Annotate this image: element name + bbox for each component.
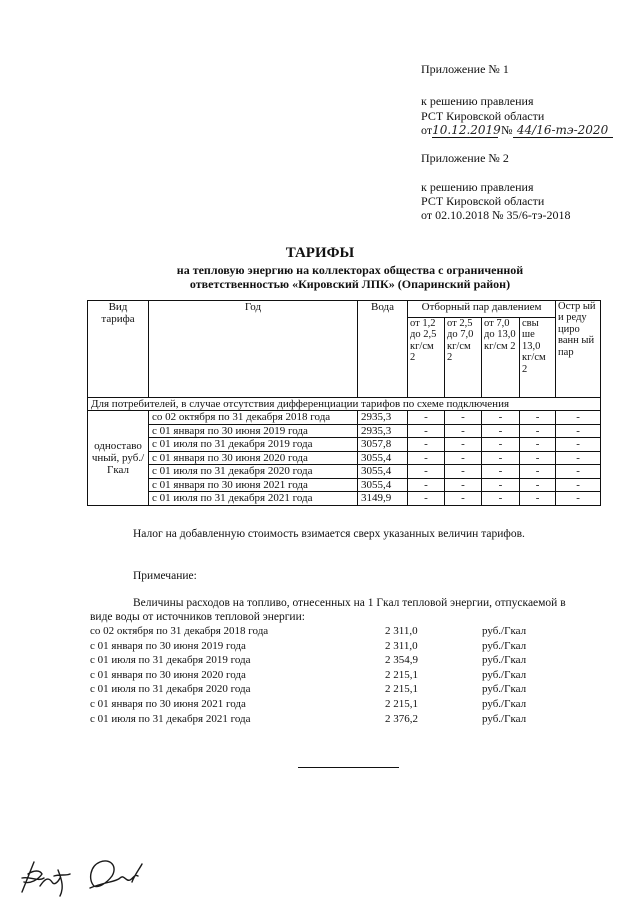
list-item-unit: руб./Гкал xyxy=(482,683,527,696)
row-sharp-steam: - xyxy=(556,478,601,492)
row-period: с 01 июля по 31 декабря 2021 года xyxy=(149,492,358,506)
list-item-value: 2 215,1 xyxy=(385,668,418,681)
row-water: 3055,4 xyxy=(358,465,408,479)
fuel-cost-periods xyxy=(90,624,268,726)
row-period: с 01 января по 30 июня 2020 года xyxy=(149,451,358,465)
row-period: с 01 января по 30 июня 2021 года xyxy=(149,478,358,492)
row-steam-3: - xyxy=(482,478,520,492)
row-steam-3: - xyxy=(482,465,520,479)
row-steam-1: - xyxy=(408,451,445,465)
row-steam-3: - xyxy=(482,492,520,506)
row-steam-2: - xyxy=(445,478,482,492)
fuel-cost-values xyxy=(385,624,418,726)
list-item-value: 2 376,2 xyxy=(385,712,418,725)
list-item-value: 2 215,1 xyxy=(385,697,418,710)
table-row xyxy=(88,465,601,479)
list-item-period: с 01 июля по 31 декабря 2021 года xyxy=(90,712,251,725)
tariff-table xyxy=(87,300,601,506)
table-row xyxy=(88,424,601,438)
table-row xyxy=(88,492,601,506)
list-item-unit: руб./Гкал xyxy=(482,668,527,681)
row-sharp-steam: - xyxy=(556,411,601,425)
table-row xyxy=(88,411,601,425)
appendix-1-line-2: РСТ Кировской области xyxy=(421,109,545,123)
vat-note: Налог на добавленную стоимость взимается сверх указанных величин тарифов. xyxy=(133,528,525,540)
list-item-period: с 01 января по 30 июня 2020 года xyxy=(90,668,246,681)
row-steam-3: - xyxy=(482,451,520,465)
row-period: со 02 октября по 31 декабря 2018 года xyxy=(149,411,358,425)
row-steam-3: - xyxy=(482,424,520,438)
row-sharp-steam: - xyxy=(556,492,601,506)
row-sharp-steam: - xyxy=(556,424,601,438)
document-title: ТАРИФЫ xyxy=(285,245,355,261)
row-steam-2: - xyxy=(445,492,482,506)
row-sharp-steam: - xyxy=(556,465,601,479)
row-steam-4: - xyxy=(520,465,556,479)
fuel-cost-units xyxy=(482,624,526,726)
row-steam-4: - xyxy=(520,424,556,438)
date-prefix: от xyxy=(421,123,433,137)
row-sharp-steam: - xyxy=(556,451,601,465)
appendix-1-line-1: к решению правления xyxy=(421,94,534,108)
handwritten-date: 10.12.2019 xyxy=(432,123,501,137)
row-period: с 01 января по 30 июня 2019 года xyxy=(149,424,358,438)
row-period: с 01 июля по 31 декабря 2019 года xyxy=(149,438,358,452)
list-item-value: 2 311,0 xyxy=(385,639,418,652)
row-steam-3: - xyxy=(482,411,520,425)
note-title: Примечание: xyxy=(133,570,197,582)
note-text-1: Величины расходов на топливо, отнесенных на 1 Гкал тепловой энергии, отпускаемой в xyxy=(133,597,566,609)
list-item-unit: руб./Гкал xyxy=(482,654,527,667)
table-row xyxy=(88,478,601,492)
handwritten-signature xyxy=(8,852,148,898)
row-steam-1: - xyxy=(408,424,445,438)
row-steam-2: - xyxy=(445,438,482,452)
row-steam-1: - xyxy=(408,411,445,425)
row-water: 2935,3 xyxy=(358,411,408,425)
row-water: 3055,4 xyxy=(358,478,408,492)
row-steam-1: - xyxy=(408,465,445,479)
row-period: с 01 июля по 31 декабря 2020 года xyxy=(149,465,358,479)
row-steam-4: - xyxy=(520,492,556,506)
list-item-unit: руб./Гкал xyxy=(482,639,527,652)
row-steam-4: - xyxy=(520,411,556,425)
appendix-1-title: Приложение № 1 xyxy=(421,62,509,76)
appendix-1-date-line xyxy=(421,124,613,138)
row-water: 2935,3 xyxy=(358,424,408,438)
list-item-period: с 01 января по 30 июня 2021 года xyxy=(90,697,246,710)
document-subtitle-1: на тепловую энергию на коллекторах общества с ограниченной xyxy=(176,263,524,277)
list-item-unit: руб./Гкал xyxy=(482,712,527,725)
list-item-unit: руб./Гкал xyxy=(482,625,527,637)
row-steam-3: - xyxy=(482,438,520,452)
note-text-2: виде воды от источников тепловой энергии: xyxy=(90,611,305,623)
closing-divider xyxy=(298,767,399,768)
header-steam-1: от 1,2 до 2,5 кг/см 2 xyxy=(408,318,445,398)
list-item-period: со 02 октября по 31 декабря 2018 года xyxy=(90,625,269,637)
header-sharp-steam: Остр ый и реду циро ванн ый пар xyxy=(556,301,601,398)
header-period: Год xyxy=(149,301,358,398)
row-steam-4: - xyxy=(520,451,556,465)
list-item-value: 2 311,0 xyxy=(385,625,418,637)
handwritten-number: 44/16-тэ-2020 xyxy=(513,124,613,138)
row-steam-1: - xyxy=(408,438,445,452)
header-steam-4: свы ше 13,0 кг/см 2 xyxy=(520,318,556,398)
row-water: 3057,8 xyxy=(358,438,408,452)
list-item-value: 2 215,1 xyxy=(385,683,418,696)
list-item-period: с 01 января по 30 июня 2019 года xyxy=(90,639,246,652)
appendix-2-line-3: от 02.10.2018 № 35/6-тэ-2018 xyxy=(421,208,571,222)
list-item-unit: руб./Гкал xyxy=(482,697,527,710)
table-row xyxy=(88,451,601,465)
header-steam-3: от 7,0 до 13,0 кг/см 2 xyxy=(482,318,520,398)
row-steam-2: - xyxy=(445,411,482,425)
row-sharp-steam: - xyxy=(556,438,601,452)
list-item-period: с 01 июля по 31 декабря 2019 года xyxy=(90,654,251,667)
row-steam-2: - xyxy=(445,451,482,465)
table-row xyxy=(88,438,601,452)
header-tariff-type: Вид тарифа xyxy=(88,301,149,398)
header-steam-2: от 2,5 до 7,0 кг/см 2 xyxy=(445,318,482,398)
header-steam-group: Отборный пар давлением xyxy=(408,301,556,318)
row-water: 3055,4 xyxy=(358,451,408,465)
document-subtitle-2: ответственностью «Кировский ЛПК» (Опаринский район) xyxy=(189,277,511,291)
row-water: 3149,9 xyxy=(358,492,408,506)
list-item-value: 2 354,9 xyxy=(385,654,418,667)
appendix-2-title: Приложение № 2 xyxy=(421,151,509,165)
row-steam-4: - xyxy=(520,478,556,492)
header-water: Вода xyxy=(358,301,408,398)
row-steam-1: - xyxy=(408,478,445,492)
row-steam-4: - xyxy=(520,438,556,452)
number-prefix: № xyxy=(501,123,513,137)
tariff-name: одноставо чный, руб./Гкал xyxy=(88,411,149,506)
appendix-2-line-2: РСТ Кировской области xyxy=(421,194,545,208)
list-item-period: с 01 июля по 31 декабря 2020 года xyxy=(90,683,251,696)
appendix-2-line-1: к решению правления xyxy=(421,180,534,194)
row-steam-2: - xyxy=(445,424,482,438)
row-steam-2: - xyxy=(445,465,482,479)
row-steam-1: - xyxy=(408,492,445,506)
section-label: Для потребителей, в случае отсутствия дифференциации тарифов по схеме подключения xyxy=(88,398,601,411)
